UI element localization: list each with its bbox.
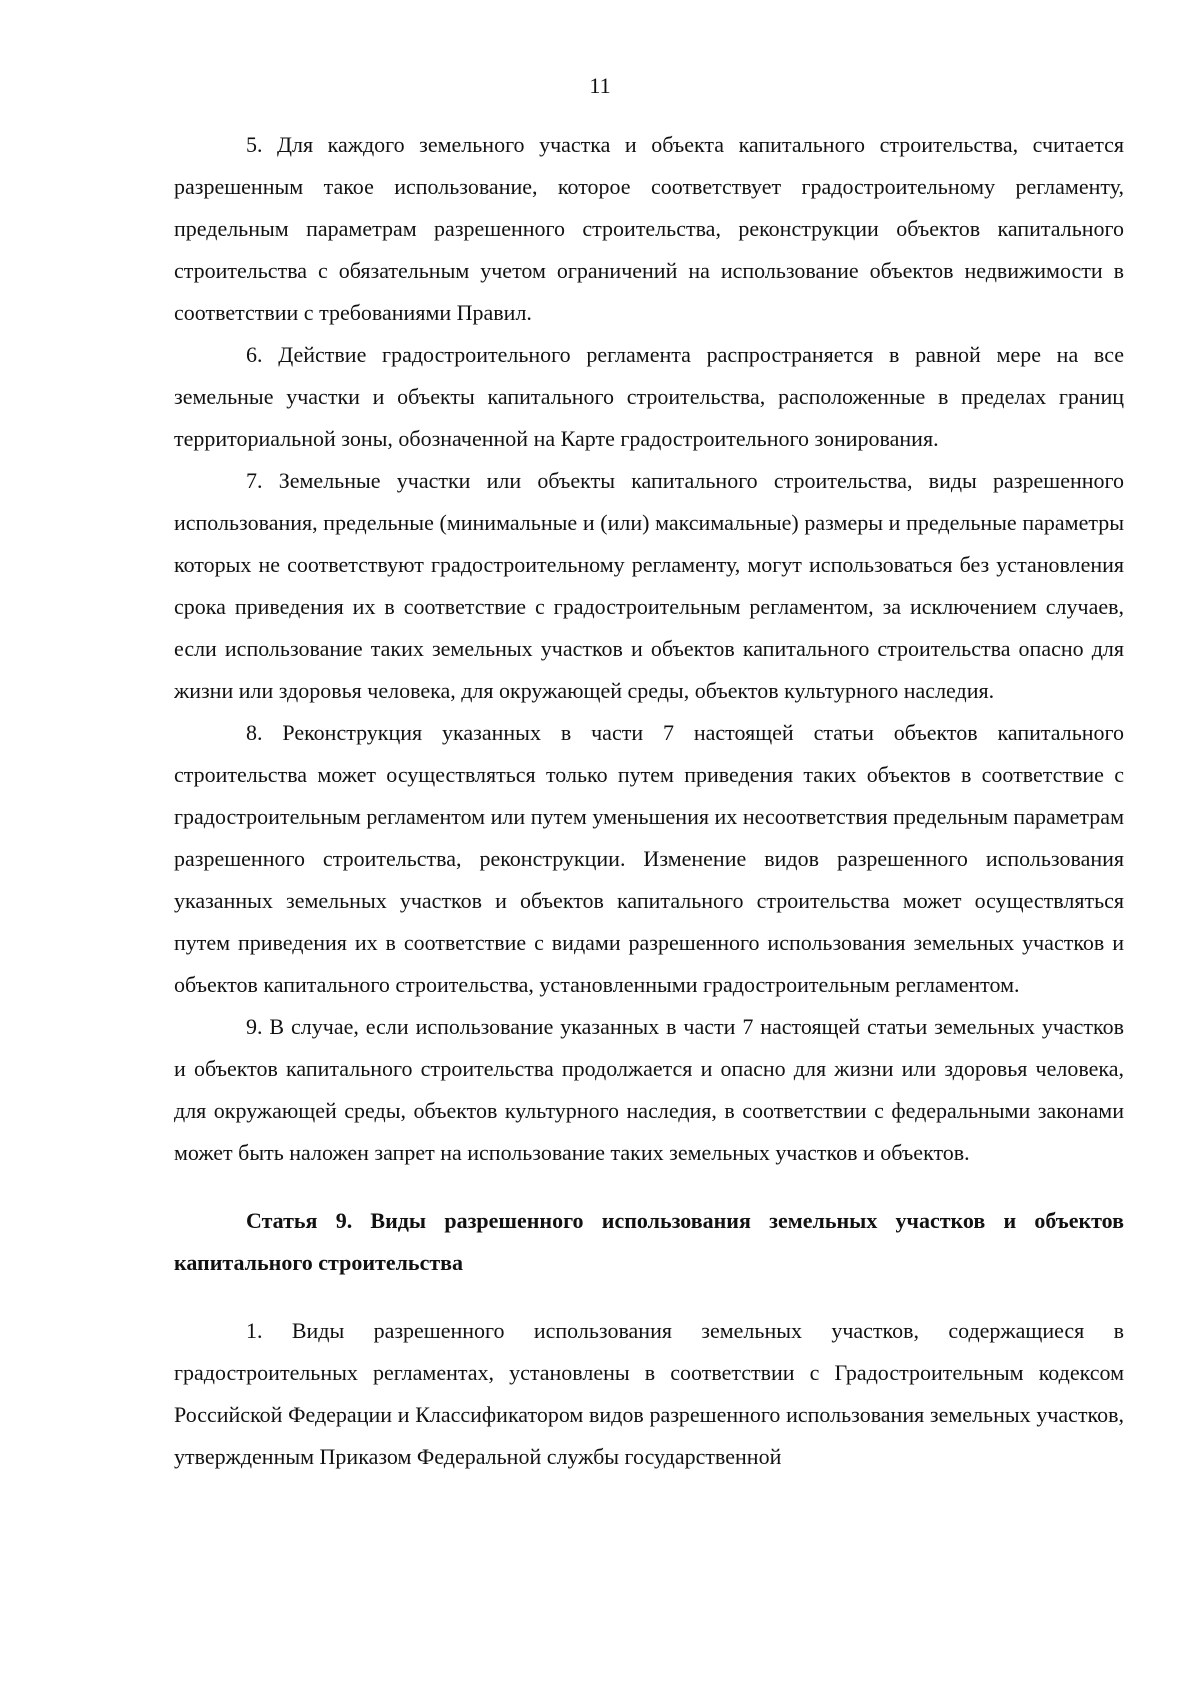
article-9-heading: Статья 9. Виды разрешенного использования земельных участков и объектов капитального строительства: [174, 1208, 1124, 1275]
page-number: 11: [589, 73, 611, 98]
document-body: [174, 124, 1124, 1478]
paragraph-8: 8. Реконструкция указанных в части 7 настоящей статьи объектов капитального строительства может осуществляться только путем приведения таких объектов в соответствие с градостроительным регламентом или путем уменьшения их несоответствия предельным параметрам разрешенного строительства, реконструкции. Изменение видов разрешенного использования указанных земельных участков и объектов капитального строительства может осуществляться путем приведения их в соответствие с видами разрешенного использования земельных участков и объектов капитального строительства, установленными градостроительным регламентом.: [174, 720, 1124, 997]
article-9-paragraph-1: 1. Виды разрешенного использования земельных участков, содержащиеся в градостроительных регламентах, установлены в соответствии с Градостроительным кодексом Российской Федерации и Классификатором видов разрешенного использования земельных участков, утвержденным Приказом Федеральной службы государственной: [174, 1318, 1124, 1469]
paragraph-9: 9. В случае, если использование указанных в части 7 настоящей статьи земельных участков и объектов капитального строительства продолжается и опасно для жизни или здоровья человека, для окружающей среды, объектов культурного наследия, в соответствии с федеральными законами может быть наложен запрет на использование таких земельных участков и объектов.: [174, 1014, 1124, 1165]
paragraph-6: 6. Действие градостроительного регламента распространяется в равной мере на все земельные участки и объекты капитального строительства, расположенные в пределах границ территориальной зоны, обозначенной на Карте градостроительного зонирования.: [174, 342, 1124, 451]
paragraph-5: 5. Для каждого земельного участка и объекта капитального строительства, считается разрешенным такое использование, которое соответствует градостроительному регламенту, предельным параметрам разрешенного строительства, реконструкции объектов капитального строительства с обязательным учетом ограничений на использование объектов недвижимости в соответствии с требованиями Правил.: [174, 132, 1124, 325]
paragraph-7: 7. Земельные участки или объекты капитального строительства, виды разрешенного использования, предельные (минимальные и (или) максимальные) размеры и предельные параметры которых не соответствуют градостроительному регламенту, могут использоваться без установления срока приведения их в соответствие с градостроительным регламентом, за исключением случаев, если использование таких земельных участков и объектов капитального строительства опасно для жизни или здоровья человека, для окружающей среды, объектов культурного наследия.: [174, 468, 1124, 703]
